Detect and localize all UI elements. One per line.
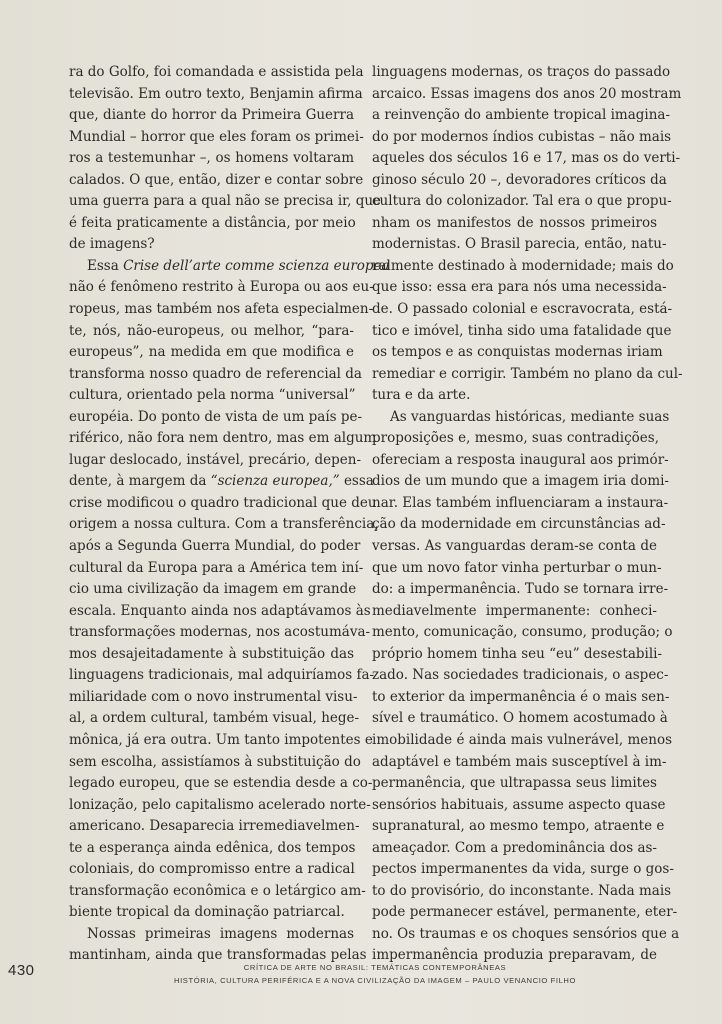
text-line: europeus”, na medida em que modifica e — [69, 344, 354, 361]
text-line: do por modernos índios cubistas – não mais — [372, 128, 672, 145]
text-line: de. O passado colonial e escravocrata, está- — [372, 301, 673, 318]
text-line: uma guerra para a qual não se precisa ir, que — [69, 193, 382, 210]
text-line: no. Os traumas e os choques sensórios que a — [372, 925, 680, 942]
text-line: sensórios habituais, assume aspecto quase — [372, 796, 666, 813]
text-fragment: essa — [339, 473, 374, 490]
text-line: proposições e, mesmo, suas contradições, — [372, 430, 659, 447]
text-line: é feita praticamente a distância, por meio — [69, 214, 356, 231]
text-line: ção da modernidade em circunstâncias ad- — [372, 516, 666, 533]
text-line: pectos impermanentes da vida, surge o gos- — [372, 861, 674, 878]
text-line: sível e traumático. O homem acostumado à — [372, 710, 668, 727]
text-line: ginoso século 20 –, devoradores críticos da — [372, 171, 667, 188]
text-line: que isso: essa era para nós uma necessida- — [372, 279, 667, 296]
italic-phrase: “scienza europea,” — [210, 473, 340, 490]
text-line: lonização, pelo capitalismo acelerado norte- — [69, 796, 371, 813]
text-column-left — [69, 62, 390, 967]
text-line: ofereciam a resposta inaugural aos primór- — [372, 451, 669, 468]
text-line: ameaçador. Com a predominância dos as- — [372, 839, 657, 856]
text-line: cultural da Europa para a América tem iní- — [69, 559, 364, 576]
text-line: de imagens? — [69, 236, 155, 253]
text-line: sem escolha, assistíamos à substituição do — [69, 753, 361, 770]
text-line: mônica, já era outra. Um tanto impotentes e — [69, 731, 373, 748]
text-line: to exterior da impermanência é o mais sen- — [372, 688, 670, 705]
text-line: aqueles dos séculos 16 e 17, mas os do verti- — [372, 150, 681, 167]
text-line: que um novo fator vinha perturbar o mun- — [372, 559, 662, 576]
text-line: te, nós, não-europeus, ou melhor, “para- — [69, 322, 354, 339]
text-line: to do provisório, do inconstante. Nada mais — [372, 882, 672, 899]
text-fragment: Essa — [87, 257, 124, 274]
text-column-right — [372, 62, 683, 967]
text-line: ra do Golfo, foi comandada e assistida pela — [69, 64, 364, 80]
text-line — [69, 256, 390, 278]
text-line: zado. Nas sociedades tradicionais, o aspec- — [372, 667, 669, 684]
text-line: ropeus, mas também nos afeta especialmen- — [69, 301, 374, 318]
text-line: versas. As vanguardas deram-se conta de — [372, 538, 657, 555]
text-line: cio uma civilização da imagem em grande — [69, 581, 357, 598]
text-line: cultura do colonizador. Tal era o que propu- — [372, 193, 672, 210]
text-line: Mundial – horror que eles foram os primei- — [69, 128, 364, 145]
text-line: transformações modernas, nos acostumáva- — [69, 624, 371, 641]
text-line: cultura, orientado pela norma “universal” — [69, 387, 356, 404]
running-footer-title: CRÍTICA DE ARTE NO BRASIL: TEMÁTICAS CONTEMPORÂNEAS — [243, 963, 507, 972]
text-line: legado europeu, que se estendia desde a co- — [69, 775, 373, 792]
text-line: escala. Enquanto ainda nos adaptávamos às — [69, 602, 371, 619]
text-line: coloniais, do compromisso entre a radical — [69, 861, 355, 878]
text-line: adaptável e também mais susceptível à im- — [372, 753, 667, 770]
text-line: As vanguardas históricas, mediante suas — [390, 408, 670, 425]
text-line: mantinham, ainda que transformadas pelas — [69, 947, 367, 964]
text-line: mediavelmente impermanente: conheci- — [372, 602, 657, 619]
text-line: a reinvenção do ambiente tropical imagina- — [372, 107, 671, 124]
text-line: lugar deslocado, instável, precário, depen- — [69, 451, 362, 468]
page-number: 430 — [8, 962, 35, 979]
text-line: próprio homem tinha seu “eu” desestabili- — [372, 645, 663, 662]
text-line: arcaico. Essas imagens dos anos 20 mostram — [372, 85, 682, 102]
text-line: mento, comunicação, consumo, produção; o — [372, 624, 673, 641]
text-line: européia. Do ponto de vista de um país pe- — [69, 408, 363, 425]
text-line: te a esperança ainda edênica, dos tempos — [69, 839, 356, 856]
text-line: Nossas primeiras imagens modernas — [87, 925, 354, 942]
text-line: supranatural, ao mesmo tempo, atraente e — [372, 818, 665, 835]
text-line: americano. Desaparecia irremediavelmen- — [69, 818, 360, 835]
text-line: que, diante do horror da Primeira Guerra — [69, 107, 354, 124]
text-line: após a Segunda Guerra Mundial, do poder — [69, 538, 361, 555]
text-line: calados. O que, então, dizer e contar sobre — [69, 171, 364, 188]
text-line: impermanência produzia preparavam, de — [372, 947, 657, 964]
text-line: ros a testemunhar –, os homens voltaram — [69, 150, 354, 167]
text-line: modernistas. O Brasil parecia, então, natu- — [372, 236, 667, 253]
text-line — [69, 471, 374, 493]
text-fragment: dente, à margem da — [69, 473, 211, 490]
text-line: al, a ordem cultural, também visual, hege- — [69, 710, 360, 727]
text-line: os tempos e as conquistas modernas iriam — [372, 344, 663, 361]
text-line: tura e da arte. — [372, 387, 471, 404]
text-line: não é fenômeno restrito à Europa ou aos eu- — [69, 279, 374, 296]
text-line: tico e imóvel, tinha sido uma fatalidade que — [372, 322, 672, 339]
text-line: crise modificou o quadro tradicional que deu — [69, 494, 377, 511]
text-line: permanência, que ultrapassa seus limites — [372, 775, 657, 792]
text-line: pode permanecer estável, permanente, eter- — [372, 904, 678, 921]
text-line: riférico, não fora nem dentro, mas em algum — [69, 430, 377, 447]
running-footer-chapter: HISTÓRIA, CULTURA PERIFÉRICA E A NOVA CIVILIZAÇÃO DA IMAGEM – PAULO VENANCIO FILHO — [174, 976, 576, 985]
text-line: transformação econômica e o letárgico am- — [69, 882, 366, 899]
text-line: linguagens tradicionais, mal adquiríamos fa- — [69, 667, 375, 684]
text-line: ralmente destinado à modernidade; mais do — [372, 257, 674, 274]
text-line: transforma nosso quadro de referencial da — [69, 365, 362, 382]
text-line: dios de um mundo que a imagem iria domi- — [372, 473, 669, 490]
text-line: imobilidade é ainda mais vulnerável, menos — [372, 731, 673, 748]
text-line: miliaridade com o novo instrumental visu- — [69, 688, 358, 705]
text-line: origem a nossa cultura. Com a transferência, — [69, 516, 379, 533]
text-line: do: a impermanência. Tudo se tornara irre- — [372, 581, 669, 598]
text-line: remediar e corrigir. Também no plano da cul- — [372, 365, 683, 382]
text-line: biente tropical da dominação patriarcal. — [69, 904, 345, 921]
text-line: nar. Elas também influenciaram a instaura- — [372, 494, 669, 511]
text-line: mos desajeitadamente à substituição das — [69, 645, 354, 662]
text-line: nham os manifestos de nossos primeiros — [372, 214, 657, 231]
text-line: televisão. Em outro texto, Benjamin afirma — [69, 85, 363, 102]
text-line: linguagens modernas, os traços do passado — [372, 64, 671, 80]
italic-book-title: Crise dell’arte comme scienza europea — [123, 257, 390, 274]
